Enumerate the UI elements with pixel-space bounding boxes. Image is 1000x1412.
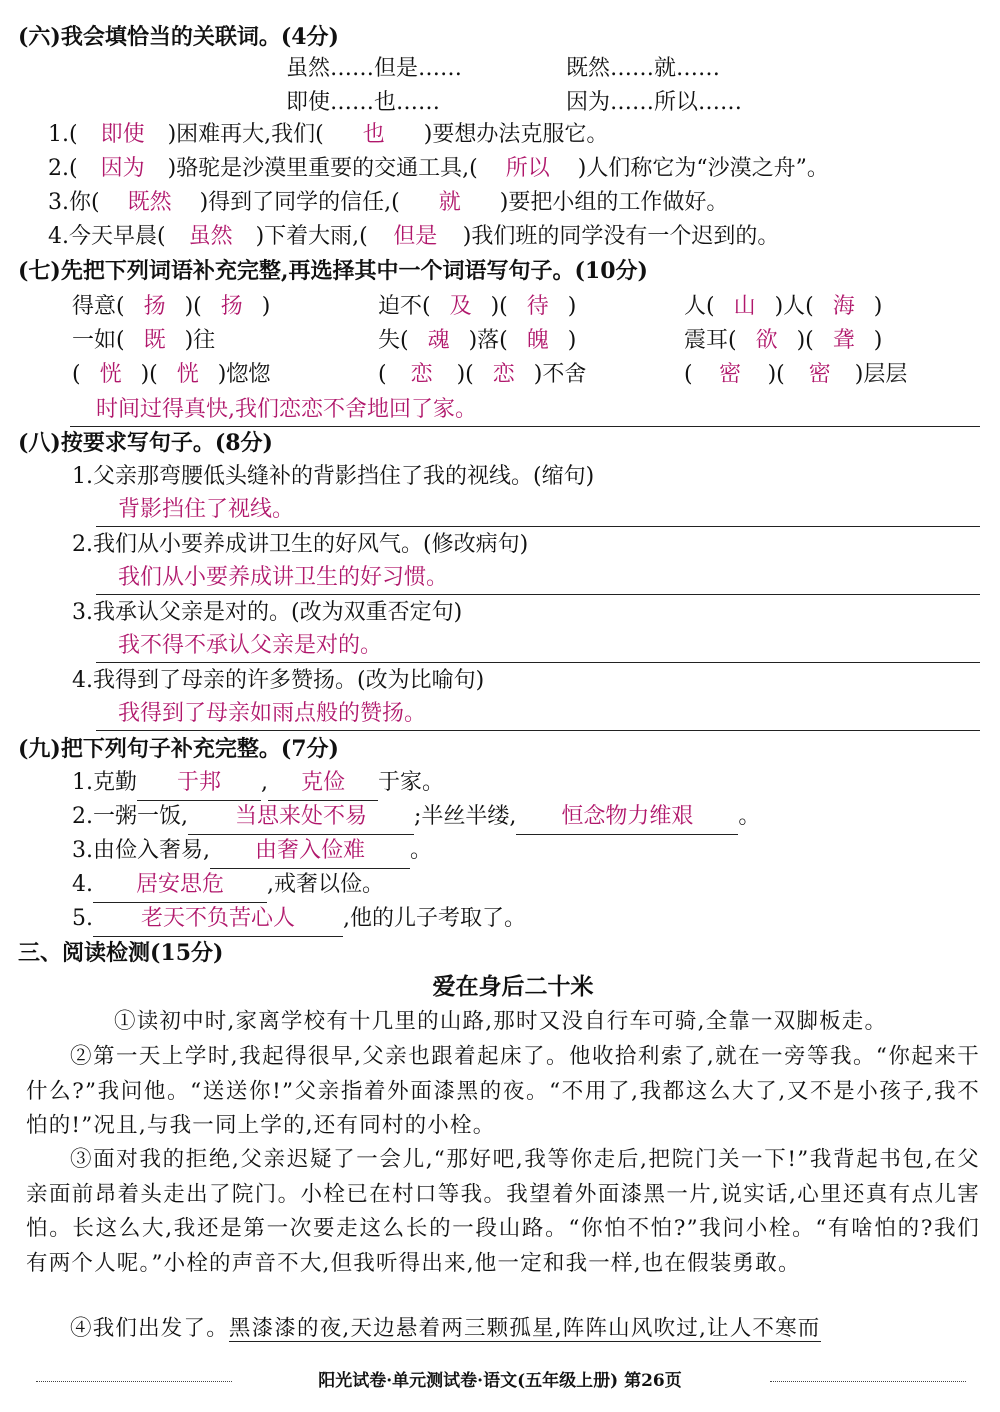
- paragraph-3: ③面对我的拒绝,父亲迟疑了一会儿,“那好吧,我等你走后,把院门关一下!”我背起书包,在父亲面前昂着头走出了院门。小栓已在村口等我。我望着外面漆黑一片,说实话,心里还真有点儿害怕。长这么大,我还是第一次要走这么长的一段山路。“你怕不怕?”我问小栓。“有啥怕的?我们有两个人呢。”小栓的声音不大,但我听得出来,他一定和我一样,也在假装勇敢。: [26, 1147, 980, 1276]
- s9-l2: 2.一粥一饭, 当思来处不易 ;半丝半缕, 恒念物力维艰 。: [72, 800, 760, 835]
- s8-a2[interactable]: 我们从小要养成讲卫生的好习惯。: [96, 562, 980, 595]
- s7-r2-c1: 一如( 既 )往: [72, 324, 215, 358]
- s7-r1-c1-a1[interactable]: 扬: [143, 294, 166, 319]
- section8-heading: (八)按要求写句子。(8分): [18, 430, 273, 456]
- s7-r3-c2: ( 恋 )( 恋 )不舍: [378, 358, 586, 392]
- option-1: 虽然……但是……: [286, 56, 463, 81]
- s7-r2-c3: 震耳( 欲 )( 聋 ): [684, 324, 882, 358]
- s9-l3: 3.由俭入奢易, 由奢入俭难 。: [72, 834, 432, 869]
- paragraph-4: ④我们出发了。黑漆漆的夜,天边悬着两三颗孤星,阵阵山风吹过,让人不寒而: [70, 1316, 821, 1341]
- s7-r1-c2-a1[interactable]: 及: [449, 294, 472, 319]
- s7-r3-c1-a2[interactable]: 恍: [176, 362, 199, 387]
- s6-q1-answer1[interactable]: 即使: [100, 122, 145, 147]
- s6-q4: 4.今天早晨( 虽然 )下着大雨,( 但是 )我们班的同学没有一个迟到的。: [48, 220, 779, 254]
- s7-r2-c3-a2[interactable]: 聋: [832, 328, 855, 353]
- s7-r3-c2-a1[interactable]: 恋: [410, 362, 433, 387]
- s8-q1: 1.父亲那弯腰低头缝补的背影挡住了我的视线。(缩句): [72, 464, 595, 489]
- s8-q4: 4.我得到了母亲的许多赞扬。(改为比喻句): [72, 668, 485, 693]
- s7-r1-c1-a2[interactable]: 扬: [220, 294, 243, 319]
- paragraph-1: ①读初中时,家离学校有十几里的山路,那时又没自行车可骑,全靠一双脚板走。: [114, 1009, 888, 1034]
- section6-heading: (六)我会填恰当的关联词。(4分): [18, 24, 339, 50]
- paragraph-2: ②第一天上学时,我起得很早,父亲也跟着起床了。他收拾利索了,就在一旁等我。“你起来干什么?”我问他。“送送你!”父亲指着外面漆黑的夜。“不用了,我都这么大了,又不是小孩子,我不怕的!”况且,与我一同上学的,还有同村的小栓。: [26, 1044, 980, 1138]
- s6-q3: 3.你( 既然 )得到了同学的信任,( 就 )要把小组的工作做好。: [48, 186, 728, 220]
- option-4: 因为……所以……: [566, 90, 743, 115]
- s9-l4-a1[interactable]: 居安思危: [93, 868, 267, 903]
- s7-r3-c1: ( 恍 )( 恍 )惚惚: [72, 358, 270, 392]
- s6-q2: 2.( 因为 )骆驼是沙漠里重要的交通工具,( 所以 )人们称它为“沙漠之舟”。: [48, 152, 829, 186]
- s7-r2-c2: 失( 魂 )落( 魄 ): [378, 324, 576, 358]
- s7-r1-c1: 得意( 扬 )( 扬 ): [72, 290, 270, 324]
- s7-r2-c2-a1[interactable]: 魂: [427, 328, 450, 353]
- s9-l2-a2[interactable]: 恒念物力维艰: [516, 800, 738, 835]
- s9-l2-a1[interactable]: 当思来处不易: [188, 800, 414, 835]
- s6-q4-answer2[interactable]: 但是: [393, 224, 438, 249]
- s7-r1-c2-a2[interactable]: 待: [526, 294, 549, 319]
- s9-l1: 1.克勤 于邦 , 克俭 于家。: [72, 766, 444, 801]
- reading-heading: 三、阅读检测(15分): [18, 940, 224, 966]
- s7-r1-c3-a2[interactable]: 海: [832, 294, 855, 319]
- option-2: 既然……就……: [566, 56, 721, 81]
- paragraph-4-underlined: 黑漆漆的夜,天边悬着两三颗孤星,阵阵山风吹过,让人不寒而: [228, 1316, 821, 1341]
- s8-a1[interactable]: 背影挡住了视线。: [96, 494, 980, 527]
- s9-l3-a1[interactable]: 由奢入俭难: [210, 834, 410, 869]
- s6-q1: 1.( 即使 )困难再大,我们( 也 )要想办法克服它。: [48, 118, 608, 152]
- s6-q2-answer2[interactable]: 所以: [505, 156, 550, 181]
- s6-q3-answer2[interactable]: 就: [438, 190, 461, 215]
- s7-r1-c3: 人( 山 )人( 海 ): [684, 290, 882, 324]
- s7-r2-c1-a1[interactable]: 既: [143, 328, 166, 353]
- s7-r3-c1-a1[interactable]: 恍: [99, 362, 122, 387]
- s7-r3-c3: ( 密 )( 密 )层层: [684, 358, 907, 392]
- s8-q3: 3.我承认父亲是对的。(改为双重否定句): [72, 600, 463, 625]
- s7-r3-c3-a2[interactable]: 密: [808, 362, 831, 387]
- s7-r3-c2-a2[interactable]: 恋: [492, 362, 515, 387]
- s7-r1-c3-a1[interactable]: 山: [733, 294, 756, 319]
- page-footer: 阳光试卷·单元测试卷·语文(五年级上册) 第26页: [318, 1371, 682, 1391]
- s9-l5: 5. 老天不负苦心人 ,他的儿子考取了。: [72, 902, 526, 937]
- s6-q1-answer2[interactable]: 也: [362, 122, 385, 147]
- s9-l1-a1[interactable]: 于邦: [137, 766, 261, 801]
- s6-q2-answer1[interactable]: 因为: [100, 156, 145, 181]
- section9-heading: (九)把下列句子补充完整。(7分): [18, 736, 339, 762]
- s9-l4: 4. 居安思危 ,戒奢以俭。: [72, 868, 384, 903]
- s8-a3[interactable]: 我不得不承认父亲是对的。: [96, 630, 980, 663]
- s9-l5-a1[interactable]: 老天不负苦心人: [93, 902, 343, 937]
- s6-q3-answer1[interactable]: 既然: [127, 190, 172, 215]
- s7-r3-c3-a1[interactable]: 密: [719, 362, 742, 387]
- s8-a4[interactable]: 我得到了母亲如雨点般的赞扬。: [96, 698, 980, 731]
- s9-l1-a2[interactable]: 克俭: [268, 766, 378, 801]
- s8-q2: 2.我们从小要养成讲卫生的好风气。(修改病句): [72, 532, 529, 557]
- s7-r2-c3-a1[interactable]: 欲: [755, 328, 778, 353]
- s6-q4-answer1[interactable]: 虽然: [188, 224, 233, 249]
- s7-r1-c2: 迫不( 及 )( 待 ): [378, 290, 576, 324]
- s7-r2-c2-a2[interactable]: 魄: [526, 328, 549, 353]
- article-title: 爱在身后二十米: [432, 973, 594, 1000]
- s7-sentence-answer[interactable]: 时间过得真快,我们恋恋不舍地回了家。: [70, 394, 980, 427]
- section7-heading: (七)先把下列词语补充完整,再选择其中一个词语写句子。(10分): [18, 258, 648, 284]
- option-3: 即使……也……: [286, 90, 441, 115]
